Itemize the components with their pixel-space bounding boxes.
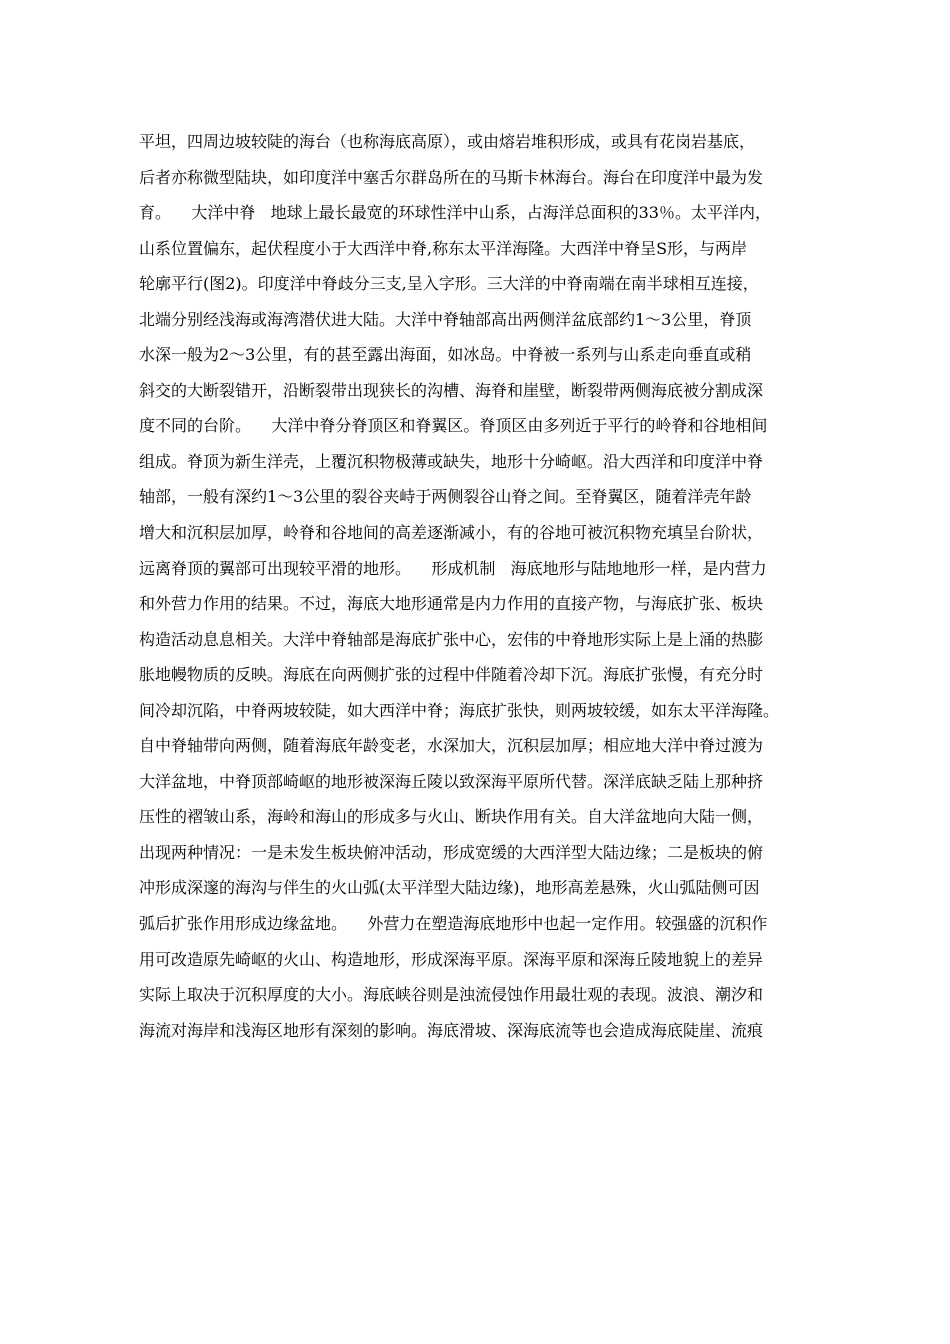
- text-line: 压性的褶皱山系，海岭和海山的形成多与火山、断块作用有关。自大洋盆地向大陆一侧，: [139, 807, 764, 827]
- body-text: [139, 124, 839, 1048]
- text-line: 轮廓平行(图2)。印度洋中脊歧分三支,呈入字形。三大洋的中脊南端在南半球相互连接，: [139, 274, 759, 294]
- text-line: 北端分别经浅海或海湾潜伏进大陆。大洋中脊轴部高出两侧洋盆底部约1～3公里，脊顶: [139, 309, 752, 329]
- text-line: 冲形成深邃的海沟与伴生的火山弧(太平洋型大陆边缘)，地形高差悬殊，火山弧陆侧可因: [139, 878, 760, 898]
- text-line: 出现两种情况：一是未发生板块俯冲活动，形成宽缓的大西洋型大陆边缘；二是板块的俯: [139, 842, 764, 862]
- text-line: 后者亦称微型陆块，如印度洋中塞舌尔群岛所在的马斯卡林海台。海台在印度洋中最为发: [139, 167, 764, 187]
- text-line: 用可改造原先崎岖的火山、构造地形，形成深海平原。深海平原和深海丘陵地貌上的差异: [139, 949, 764, 969]
- text-line: 胀地幔物质的反映。海底在向两侧扩张的过程中伴随着冷却下沉。海底扩张慢，有充分时: [139, 665, 764, 685]
- text-line: 组成。脊顶为新生洋壳，上覆沉积物极薄或缺失，地形十分崎岖。沿大西洋和印度洋中脊: [139, 451, 764, 471]
- text-line: 度不同的台阶。 大洋中脊分脊顶区和脊翼区。脊顶区由多列近于平行的岭脊和谷地相间: [139, 416, 768, 436]
- text-line: 大洋盆地，中脊顶部崎岖的地形被深海丘陵以致深海平原所代替。深洋底缺乏陆上那种挤: [139, 771, 764, 791]
- text-line: 构造活动息息相关。大洋中脊轴部是海底扩张中心，宏伟的中脊地形实际上是上涌的热膨: [139, 629, 764, 649]
- text-line: 平坦，四周边坡较陡的海台（也称海底高原），或由熔岩堆积形成，或具有花岗岩基底，: [139, 132, 756, 151]
- text-line: 实际上取决于沉积厚度的大小。海底峡谷则是浊流侵蚀作用最壮观的表现。波浪、潮汐和: [139, 985, 764, 1005]
- text-line: 增大和沉积层加厚，岭脊和谷地间的高差逐渐减小，有的谷地可被沉积物充填呈台阶状，: [139, 523, 764, 543]
- text-line: 斜交的大断裂错开，沿断裂带出现狭长的沟槽、海脊和崖壁，断裂带两侧海底被分割成深: [139, 380, 764, 400]
- text-line: 山系位置偏东，起伏程度小于大西洋中脊,称东太平洋海隆。大西洋中脊呈S形，与两岸: [139, 238, 748, 258]
- text-line: 远离脊顶的翼部可出现较平滑的地形。 形成机制 海底地形与陆地地形一样，是内营力: [139, 558, 767, 578]
- text-line: 和外营力作用的结果。不过，海底大地形通常是内力作用的直接产物，与海底扩张、板块: [139, 594, 764, 614]
- text-line: 弧后扩张作用形成边缘盆地。 外营力在塑造海底地形中也起一定作用。较强盛的沉积作: [139, 914, 768, 934]
- text-line: 轴部，一般有深约1～3公里的裂谷夹峙于两侧裂谷山脊之间。至脊翼区，随着洋壳年龄: [139, 487, 752, 507]
- text-line: 间冷却沉陷，中脊两坡较陡，如大西洋中脊；海底扩张快，则两坡较缓，如东太平洋海隆。: [139, 700, 780, 720]
- text-line: 海流对海岸和浅海区地形有深刻的影响。海底滑坡、深海底流等也会造成海底陡崖、流痕: [139, 1020, 764, 1040]
- text-line: 自中脊轴带向两侧，随着海底年龄变老，水深加大，沉积层加厚；相应地大洋中脊过渡为: [139, 736, 764, 756]
- text-line: 育。 大洋中脊 地球上最长最宽的环球性洋中山系，占海洋总面积的33％。太平洋内，: [139, 203, 771, 223]
- text-line: 水深一般为2～3公里，有的甚至露出海面，如冰岛。中脊被一系列与山系走向垂直或稍: [139, 345, 752, 365]
